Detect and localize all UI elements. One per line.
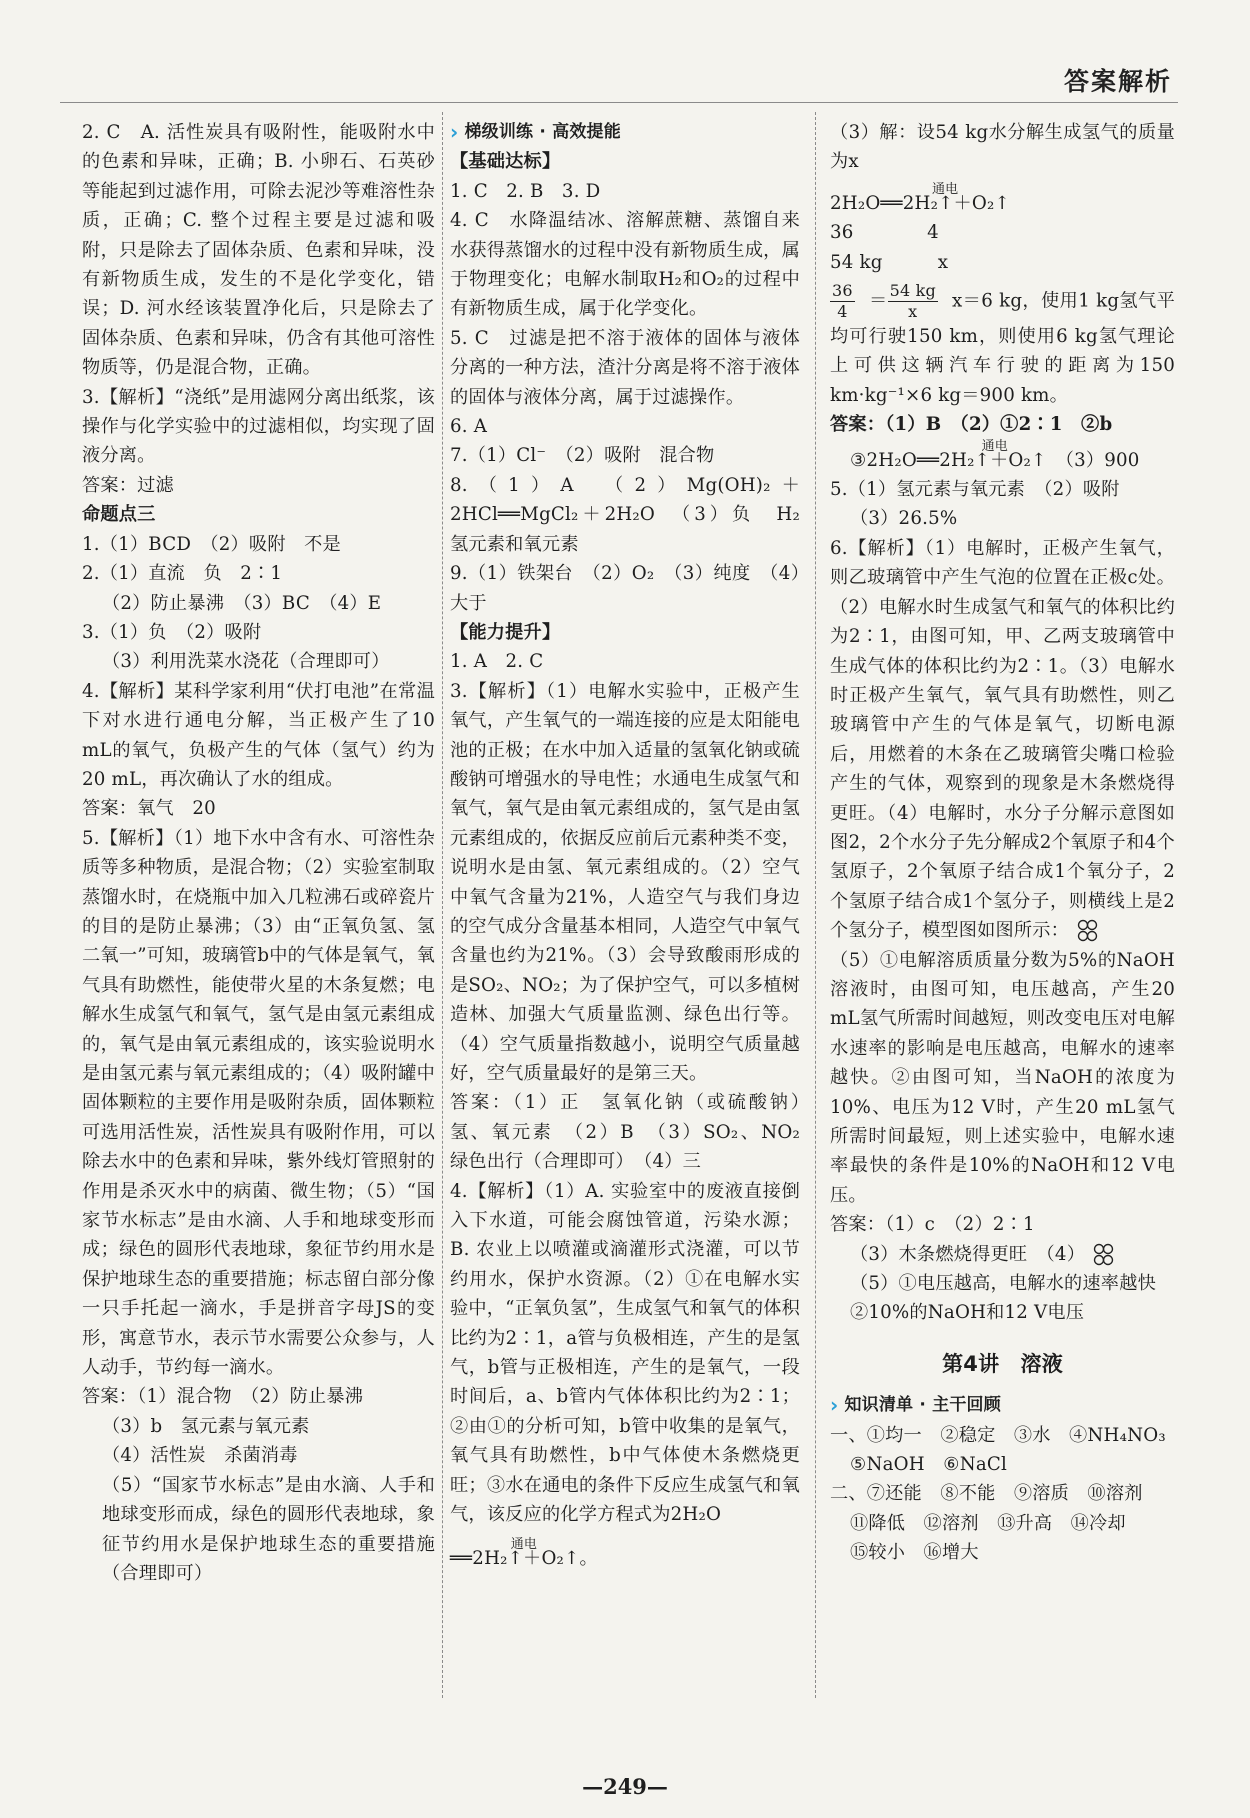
answer-paragraph: 8.（1）A （2）Mg(OH)₂＋2HCl══MgCl₂＋2H₂O （3）负 H₂ 氢元素和氧元素 — [450, 474, 819, 555]
knowledge-line: ⑮较小 ⑯增大 — [850, 1542, 979, 1564]
answer-line: 1. C 2. B 3. D — [450, 180, 601, 202]
proportion-line: $\frac{36}{4}$ ＝ $\frac{54 kg}{x}$ x＝6 kg，使用1 kg氢气平均可行驶150 km，则使用6 kg氢气理论上可供这辆汽车行驶的距离为150 km·kg⁻¹×6 kg＝900 km。 — [830, 281, 1175, 406]
equation-left: 2H₂O — [830, 192, 881, 214]
answer-line: （3）利用洗菜水浇花（合理即可） — [102, 651, 390, 673]
answer-paragraph: 5. C 过滤是把不溶于液体的固体与液体分离的一种方法，渣汁分离是将不溶于液体的固体与液体分离，属于过滤操作。 — [450, 327, 800, 408]
answer-line: 6. A — [450, 416, 488, 438]
answer-line: （4）活性炭 杀菌消毒 — [102, 1445, 298, 1467]
answer-paragraph: 6.【解析】（1）电解时，正极产生氧气，则乙玻璃管中产生气泡的位置在正极c处。（2）电解水时生成氢气和氧气的体积比约为2∶1，由图可知，甲、乙两支玻璃管中生成气体的体积比约为2∶1。（3）电解水时正极产生氧气，氧气具有助燃性，则乙玻璃管中产生的气体是氧气，切断电源后，用燃着的木条在乙玻璃管尖嘴口检验产生的气体，观察到的现象是木条燃烧得更旺。（4）电解时，水分子分解示意图如图2，2个水分子先分解成2个氧原子和4个氢原子，2个氧原子结合成1个氧分子，2个氢原子结合成1个氢分子，则横线上是2个氢分子，模型图如图所示： — [830, 534, 1175, 946]
answer-line: 1. A 2. C — [450, 651, 544, 673]
answer-line: （3）木条燃烧得更旺 （4） — [830, 1240, 1175, 1269]
answer-line: 答案：过滤 — [82, 474, 174, 496]
answer-paragraph: 答案：（1）正 氢氧化钠（或硫酸钠） 氢、氧元素 （2）B （3）SO₂、NO₂ 绿色出行（合理即可） （4）三 — [450, 1092, 819, 1173]
answer-line: ②10%的NaOH和12 V电压 — [850, 1302, 1085, 1324]
answer-paragraph: 2. C A. 活性炭具有吸附性，能吸附水中的色素和异味，正确；B. 小卵石、石英砂等能起到过滤作用，可除去泥沙等难溶性杂质，正确；C. 整个过程主要是过滤和吸附，只是除去了固体杂质、色素和异味，没有新物质生成，发生的不是化学变化，错误；D. 河水经该装置净化后，只是除去了固体杂质、色素和异味，仍含有其他可溶性物质等，仍是混合物，正确。 — [82, 122, 435, 379]
equation-line — [450, 1536, 800, 1573]
knowledge-line: ⑤NaOH ⑥NaCl — [850, 1454, 1008, 1476]
answer-line: 答案：（1）混合物 （2）防止暴沸 — [82, 1386, 364, 1408]
section-banner — [830, 1391, 1175, 1420]
column-3 — [830, 118, 1175, 1568]
calc-text: x＝6 kg，使用1 kg氢气平均可行驶150 km，则使用6 kg氢气理论上可供这辆汽车行驶的距离为150 km·kg⁻¹×6 kg＝900 km。 — [830, 290, 1175, 406]
lecture-title: 第4讲 溶液 — [942, 1351, 1063, 1376]
subsection-heading: 【能力提升】 — [450, 621, 561, 643]
answer-line: 5.（1）氢元素与氧元素 （2）吸附 — [830, 479, 1120, 501]
answer-line: （3）26.5% — [850, 508, 958, 530]
answer-line: 3.（1）负 （2）吸附 — [82, 621, 262, 643]
answer-line: 9.（1）铁架台 （2）O₂ （3）纯度 （4）大于 — [450, 563, 800, 614]
column-1 — [82, 118, 435, 1588]
answer-line: 2.（1）直流 负 2∶1 — [82, 563, 283, 585]
equation-condition: 通电 ══2H₂↑＋O₂↑。 — [450, 1536, 598, 1569]
chevron-right-icon: › — [830, 1393, 839, 1418]
knowledge-line: 一、①均一 ②稳定 ③水 ④NH₄NO₃ — [830, 1424, 1166, 1446]
answer-paragraph: （5）①电解溶质质量分数为5%的NaOH溶液时，由图可知，电压越高，产生20 mL氢气所需时间越短，则改变电压对电解水速率的影响是电压越高，电解水的速率越快。②由图可知，当NaOH的浓度为10%、电压为12 V时，产生20 mL氢气所需时间最短，则上述实验中，电解水速率最快的条件是10%的NaOH和12 V电压。 — [830, 949, 1175, 1206]
fraction: $\frac{36}{4}$ — [832, 281, 853, 322]
answer-paragraph: 5.【解析】（1）地下水中含有水、可溶性杂质等多种物质，是混合物；（2）实验室制取蒸馏水时，在烧瓶中加入几粒沸石或碎瓷片的目的是防止暴沸；（3）由“正氧负氢、氢二氧一”可知，玻璃管b中的气体是氧气，氧气具有助燃性，能使带火星的木条复燃；电解水生成氢气和氧气，氢气是由氢元素组成的，氧气是由氧元素组成的，该实验说明水是由氢元素与氧元素组成的；（4）吸附罐中固体颗粒的主要作用是吸附杂质，固体颗粒可选用活性炭，活性炭具有吸附作用，可以除去水中的色素和异味，紫外线灯管照射的作用是杀灭水中的病菌、微生物；（5）“国家节水标志”是由水滴、人手和地球变形而成；绿色的圆形代表地球，象征节约用水是保护地球生态的重要措施；标志留白部分像一只手托起一滴水，手是拼音字母JS的变形，寓意节水，表示节水需要公众参与，人人动手，节约每一滴水。 — [82, 827, 435, 1379]
answer-line: 答案：（1）B （2）①2∶1 ②b — [830, 414, 1113, 436]
answer-paragraph: 4.【解析】某科学家利用“伏打电池”在常温下对水进行通电分解，当正极产生了10 mL的氧气，负极产生的气体（氢气）约为20 mL，再次确认了水的组成。 — [82, 680, 435, 790]
chevron-right-icon: › — [450, 120, 459, 144]
answer-paragraph: 3.【解析】“浇纸”是用滤网分离出纸浆，该操作与化学实验中的过滤相似，均实现了固液分离。 — [82, 386, 435, 467]
answer-paragraph: 3.【解析】（1）电解水实验中，正极产生氧气，产生氧气的一端连接的应是太阳能电池的正极；在水中加入适量的氢氧化钠或硫酸钠可增强水的导电性；水通电生成氢气和氧气，氧气是由氧元素组成的，氢气是由氢元素组成的，依据反应前后元素种类不变，说明水是由氢、氧元素组成的。（2）空气中氧气含量为21%，人造空气与我们身边的空气成分含量基本相同，人造空气中氧气含量也约为21%。（3）会导致酸雨形成的是SO₂、NO₂；为了保护空气，可以多植树造林、加强大气质量监测、绿色出行等。（4）空气质量指数越小，说明空气质量越好，空气质量最好的是第三天。 — [450, 680, 800, 1084]
subsection-heading: 【基础达标】 — [450, 151, 561, 173]
mass-line: 36 4 — [830, 222, 939, 244]
column-divider-2 — [815, 112, 816, 1698]
answer-line: （2）防止暴沸 （3）BC （4）E — [102, 592, 382, 614]
header-title: 答案解析 — [1063, 67, 1172, 96]
answer-paragraph: 4.【解析】（1）A. 实验室中的废液直接倒入下水道，可能会腐蚀管道，污染水源；B. 农业上以喷灌或滴灌形式浇灌，可以节约用水，保护水资源。（2）①在电解水实验中，“正氧负氢”，生成氢气和氧气的体积比约为2∶1，a管与负极相连，产生的是氢气，b管与正极相连，产生的是氧气，一段时间后，a、b管内气体体积比约为2∶1；②由①的分析可知，b管中收集的是氧气，氧气具有助燃性，b中气体使木条燃烧更旺；③水在通电的条件下反应生成氢气和氧气，该反应的化学方程式为2H₂O — [450, 1180, 800, 1526]
section-banner — [450, 118, 800, 147]
equation-condition: 通电 ③2H₂O══2H₂↑＋O₂↑ （3）900 — [850, 438, 1140, 471]
header-rule — [60, 102, 1178, 103]
column-2 — [450, 118, 819, 1573]
equation-line — [830, 181, 1175, 218]
knowledge-line: ⑪降低 ⑫溶剂 ⑬升高 ⑭冷却 — [850, 1512, 1126, 1534]
answer-line: 答案：（1）c （2）2∶1 — [830, 1214, 1035, 1236]
answer-paragraph: （3）解：设54 kg水分解生成氢气的质量为x — [830, 122, 1175, 173]
fraction: $\frac{54 kg}{x}$ — [889, 281, 936, 322]
hydrogen-molecules-icon — [1075, 918, 1101, 944]
mass-line: 54 kg x — [830, 251, 949, 273]
answer-line: （3）b 氢元素与氧元素 — [102, 1415, 310, 1437]
hydrogen-molecules-icon — [1091, 1242, 1117, 1268]
page-number: —249— — [582, 1774, 668, 1799]
column-divider-1 — [442, 112, 443, 1698]
answer-line: 答案：氧气 20 — [82, 798, 216, 820]
answer-paragraph: （5）“国家节水标志”是由水滴、人手和地球变形而成，绿色的圆形代表地球，象征节约用水是保护地球生态的重要措施（合理即可） — [102, 1474, 435, 1584]
answer-line: 7.（1）Cl⁻ （2）吸附 混合物 — [450, 445, 715, 467]
answer-paragraph: 4. C 水降温结冰、溶解蔗糖、蒸馏自来水获得蒸馏水的过程中没有新物质生成，属于物理变化；电解水制取H₂和O₂的过程中有新物质生成，属于化学变化。 — [450, 210, 800, 320]
answer-line: 1.（1）BCD （2）吸附 不是 — [82, 533, 341, 555]
answer-line — [830, 438, 1175, 475]
banner-text: 知识清单 · 主干回顾 — [844, 1395, 1001, 1416]
banner-text: 梯级训练 · 高效提能 — [464, 122, 621, 142]
equation-arrow: 通电 ══2H₂↑＋O₂↑ — [880, 181, 1010, 214]
answer-line: （5）①电压越高，电解水的速率越快 — [850, 1273, 1156, 1295]
section-heading: 命题点三 — [82, 504, 156, 526]
knowledge-line: 二、⑦还能 ⑧不能 ⑨溶质 ⑩溶剂 — [830, 1483, 1143, 1505]
